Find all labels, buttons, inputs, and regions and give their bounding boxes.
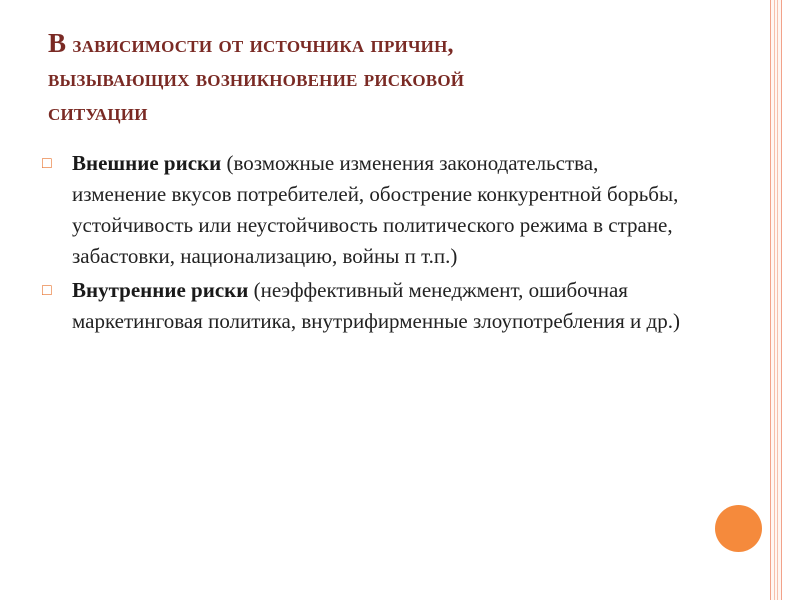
bullet-term: Внешние риски [72, 151, 222, 175]
decorative-circle [715, 505, 762, 552]
bullet-list [42, 148, 692, 340]
bullet-text: (возможные изменения законодательства, изменение вкусов потребителей, обострение конкурентной борьбы, устойчивость или неустойчивость политического режима в стране, забастовки, национализацию, войны п т.п.) [72, 151, 679, 268]
title-line3: ситуации [48, 100, 148, 126]
title-line1: зависимости от источника причин, [66, 32, 454, 58]
hollow-square-bullet-icon: □ [42, 155, 52, 172]
list-item [42, 275, 692, 337]
decorative-border-stripe [770, 0, 782, 600]
bullet-term: Внутренние риски [72, 278, 249, 302]
title-first-letter: В [48, 28, 67, 58]
title-line2: вызывающих возникновение рисковой [48, 66, 465, 92]
bullet-text: (неэффективный менеджмент, ошибочная маркетинговая политика, внутрифирменные злоупотребления и др.) [72, 278, 680, 333]
list-item [42, 148, 692, 272]
slide-title [48, 26, 688, 130]
hollow-square-bullet-icon: □ [42, 282, 52, 299]
